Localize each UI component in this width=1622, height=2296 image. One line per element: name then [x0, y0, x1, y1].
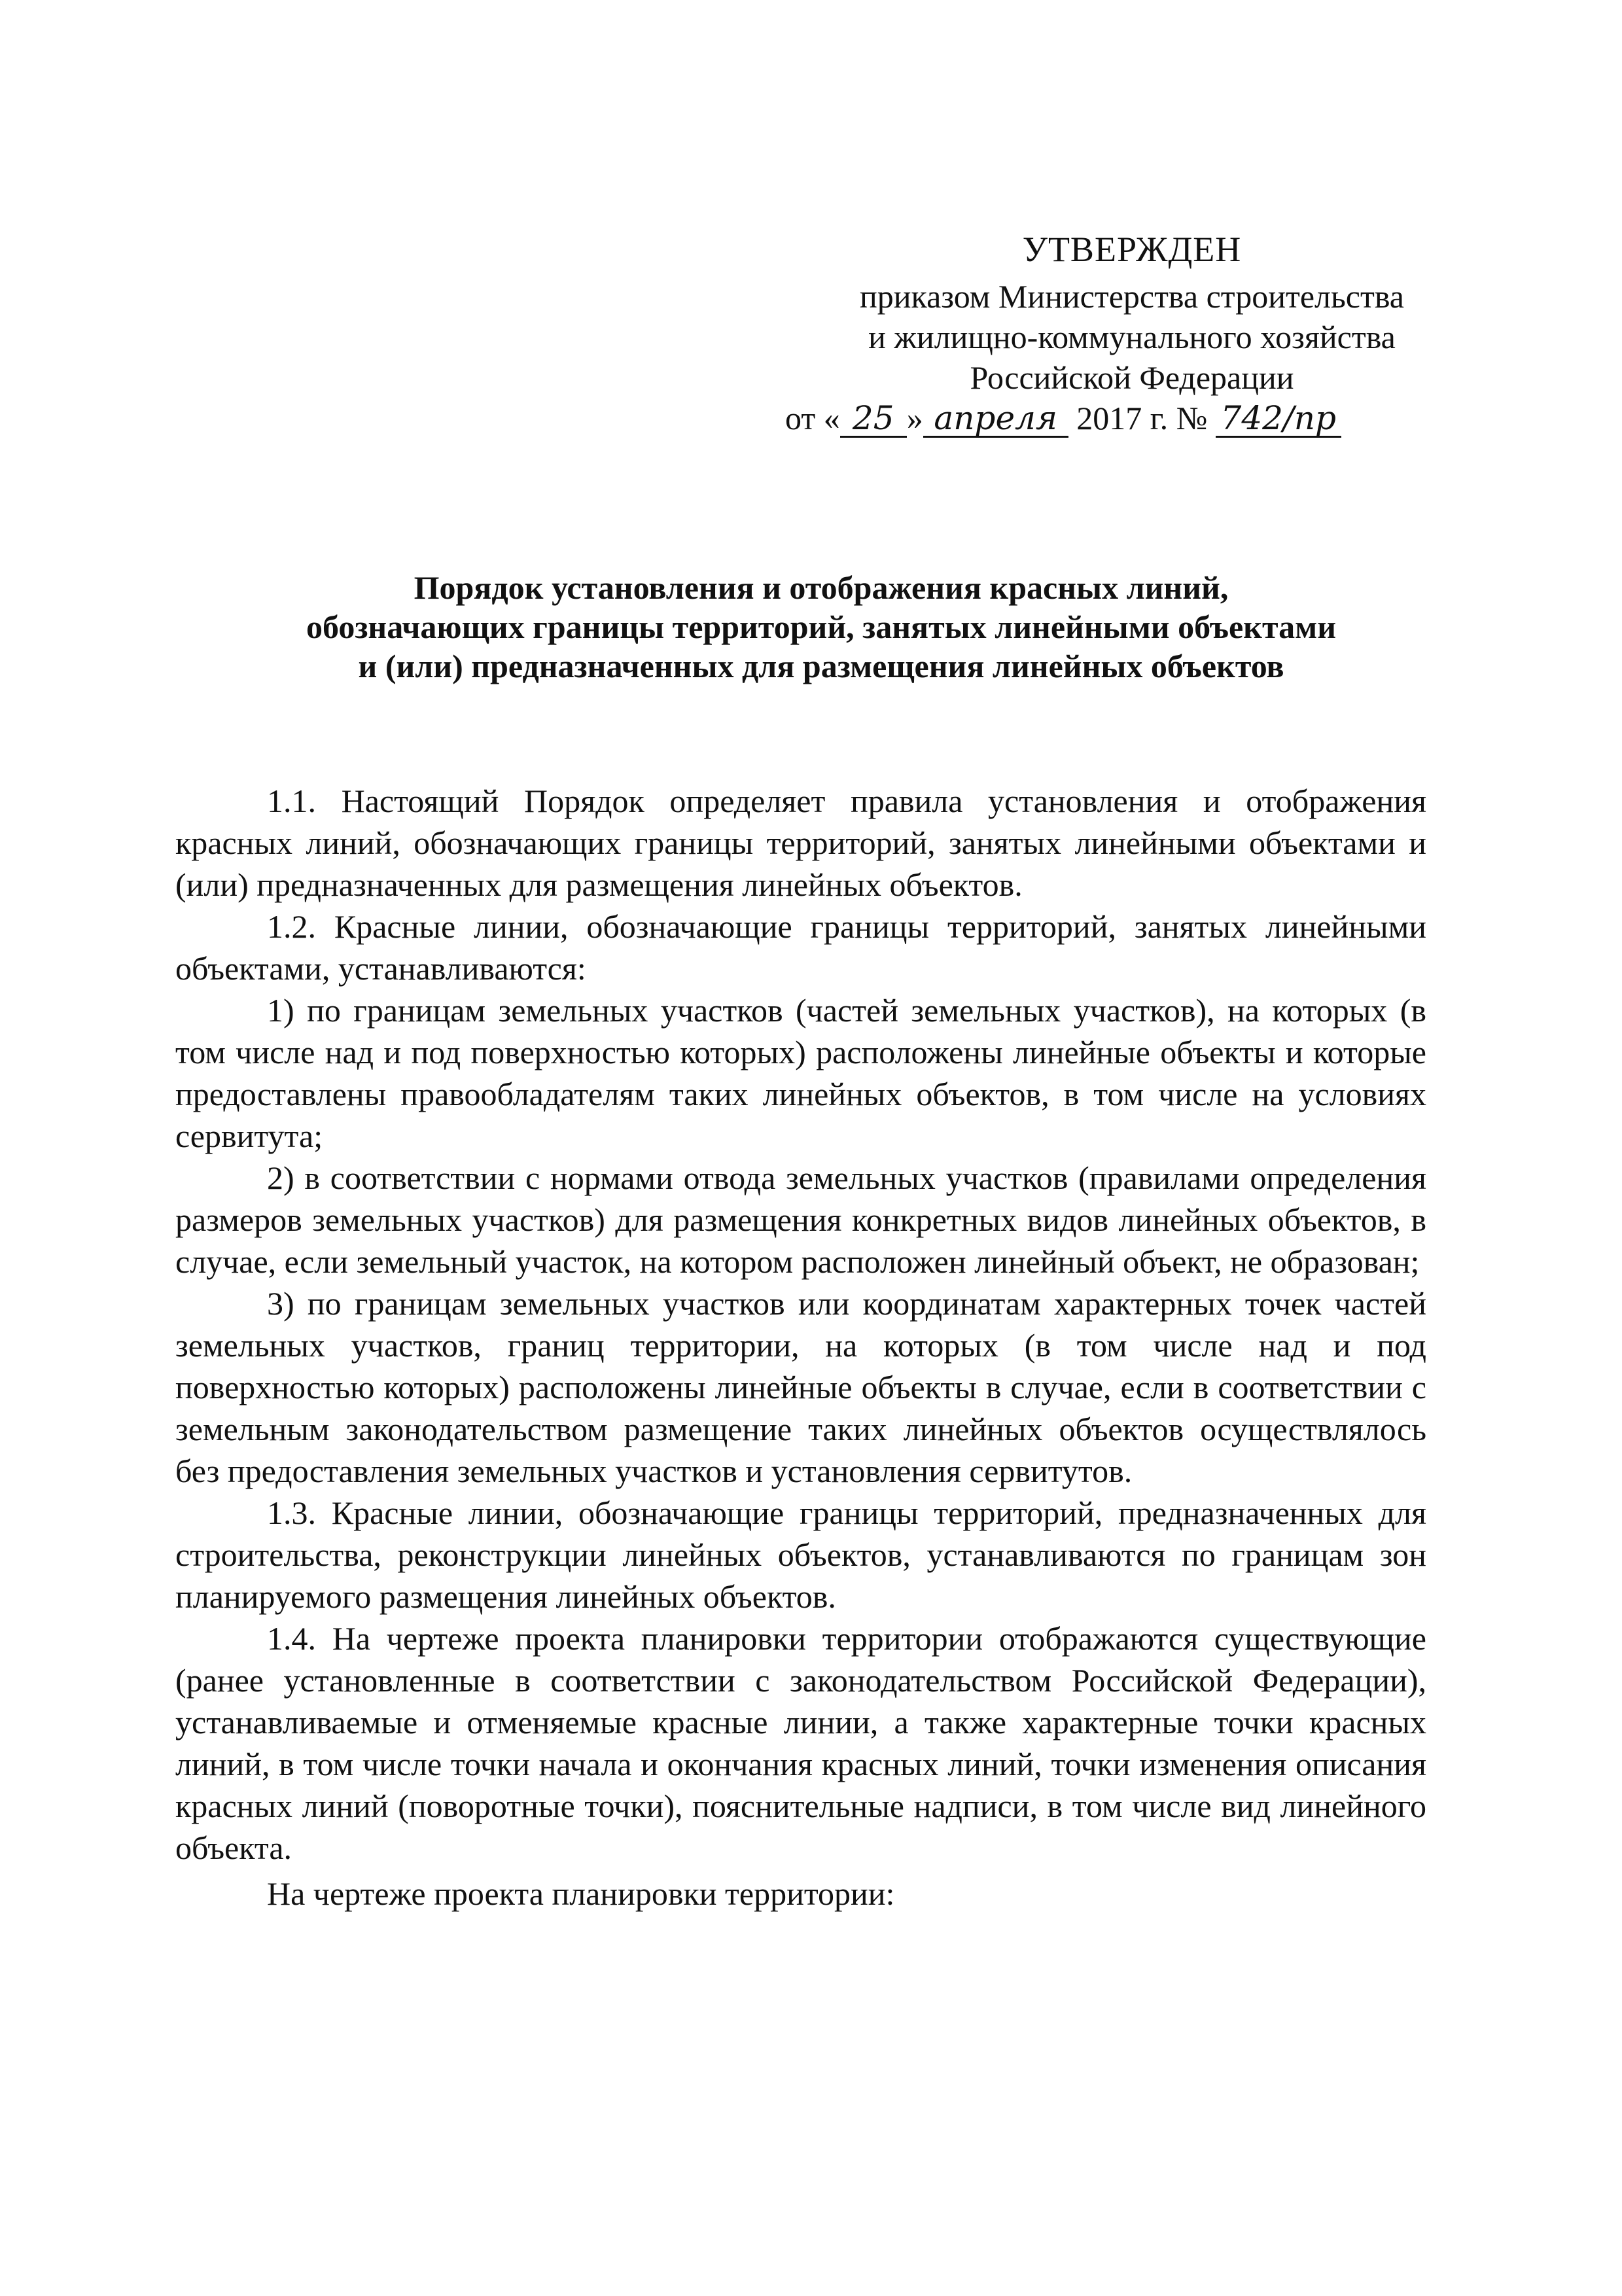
title-line-3: и (или) предназначенных для размещения линейных объектов: [358, 648, 1284, 684]
list-item-3: 3) по границам земельных участков или координатам характерных точек частей земельных участков, границ территории, на которых (в том числе над и под поверхностью которых) расположены линейные объекты в случае, если в соответствии с земельным законодательством размещение таких линейных объектов осуществлялось без предоставления земельных участков и установления сервитутов.: [175, 1285, 1426, 1489]
approval-date-line: [772, 398, 1492, 438]
paragraph-1-4: 1.4. На чертеже проекта планировки территории отображаются существующие (ранее установленные в соответствии с законодательством Российской Федерации), устанавливаемые и отменяемые красные линии, а также характерные точки красных линий, в том числе точки начала и окончания красных линий, точки изменения описания красных линий (поворотные точки), пояснительные надписи, в том числе вид линейного объекта.: [175, 1620, 1426, 1866]
approval-block: [772, 229, 1492, 438]
list-item-1: 1) по границам земельных участков (частей земельных участков), на которых (в том числе над и под поверхностью которых) расположены линейные объекты и которые предоставлены правообладателям таких линейных объектов, в том числе на условиях сервитута;: [175, 992, 1426, 1154]
title-line-1: Порядок установления и отображения красных линий,: [414, 569, 1229, 606]
list-item-2: 2) в соответствии с нормами отвода земельных участков (правилами определения размеров земельных участков) для размещения конкретных видов линейных объектов, в случае, если земельный участок, на котором расположен линейный объект, не образован;: [175, 1159, 1426, 1280]
handwritten-month: апреля: [923, 400, 1068, 438]
paragraph-1-1: 1.1. Настоящий Порядок определяет правила установления и отображения красных линий, обозначающих границы территорий, занятых линейными объектами и (или) предназначенных для размещения линейных объектов.: [175, 783, 1426, 903]
approval-line-2: и жилищно-коммунального хозяйства: [868, 319, 1396, 355]
approval-title: УТВЕРЖДЕН: [1022, 230, 1242, 269]
handwritten-order-number: 742/пр: [1216, 400, 1341, 438]
title-line-2: обозначающих границы территорий, занятых линейными объектами: [306, 609, 1337, 645]
date-prefix: от «: [785, 400, 840, 436]
date-quote-close: »: [906, 400, 923, 436]
approval-line-3: Российской Федерации: [970, 359, 1294, 396]
paragraph-drawing: На чертеже проекта планировки территории:: [267, 1875, 895, 1912]
paragraph-1-2: 1.2. Красные линии, обозначающие границы территорий, занятых линейными объектами, устанавливаются:: [175, 908, 1426, 987]
document-title: [170, 568, 1472, 686]
paragraph-1-3: 1.3. Красные линии, обозначающие границы территорий, предназначенных для строительства, реконструкции линейных объектов, устанавливаются по границам зон планируемого размещения линейных объектов.: [175, 1494, 1426, 1615]
document-body: [175, 780, 1426, 1915]
approval-line-1: приказом Министерства строительства: [860, 278, 1404, 315]
date-year: 2017 г. №: [1076, 400, 1208, 436]
handwritten-day: 25: [840, 400, 907, 438]
